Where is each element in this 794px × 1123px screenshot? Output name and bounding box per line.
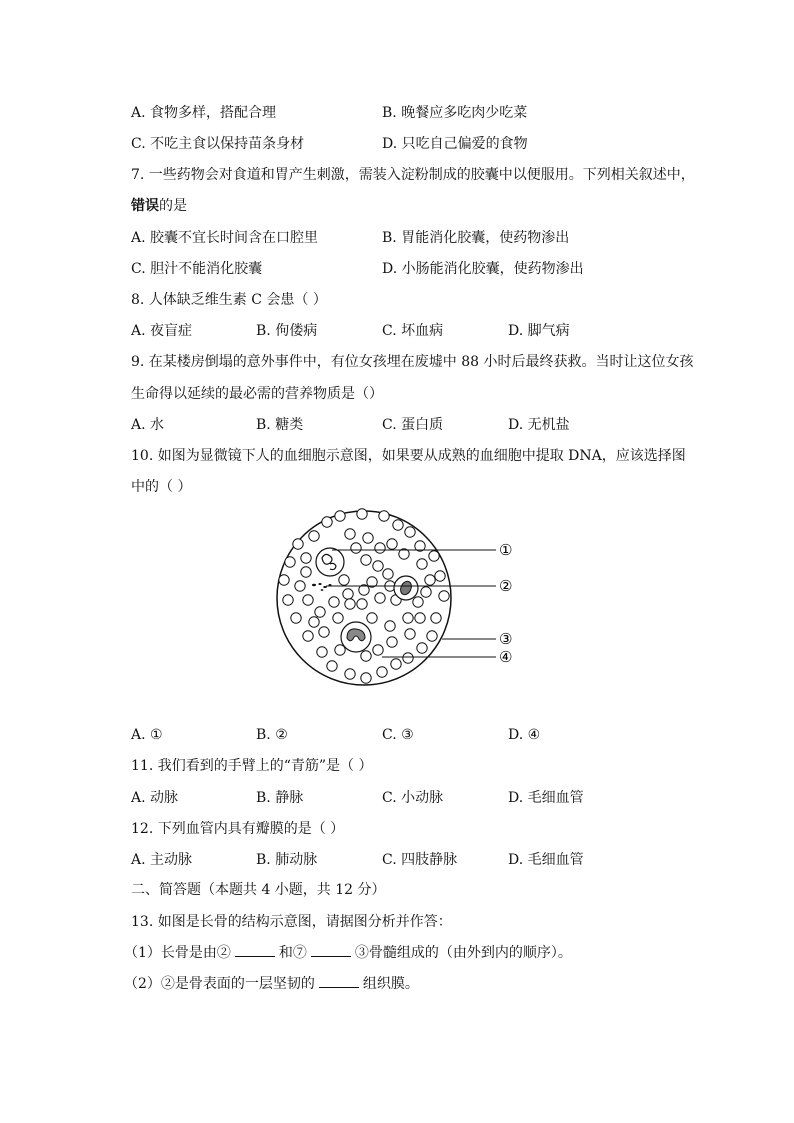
q12-option-a: A. 主动脉 <box>131 852 193 868</box>
red-blood-cell <box>427 631 437 641</box>
q11-option-c: C. 小动脉 <box>382 790 444 806</box>
red-blood-cell <box>345 669 355 679</box>
red-blood-cell <box>383 569 393 579</box>
q13-sub1-part-a: （1）长骨是由② <box>124 945 231 961</box>
q7-emphasis: 错误 <box>131 198 159 214</box>
q6-option-d: D. 只吃自己偏爱的食物 <box>382 136 528 152</box>
red-blood-cell <box>385 621 395 631</box>
red-blood-cell <box>301 567 311 577</box>
red-blood-cell <box>357 509 367 519</box>
red-blood-cell <box>367 613 377 623</box>
red-blood-cell <box>361 555 371 565</box>
q13-sub2-part-a: （2）②是骨表面的一层坚韧的 <box>124 976 315 992</box>
q8-option-c: C. 坏血病 <box>382 323 444 339</box>
q13-answer-blank-3[interactable] <box>319 975 359 988</box>
red-blood-cell <box>291 613 301 623</box>
platelets <box>312 583 332 591</box>
red-blood-cell <box>375 543 385 553</box>
red-blood-cell <box>405 527 415 537</box>
red-blood-cell <box>295 581 305 591</box>
red-blood-cell <box>333 613 343 623</box>
red-blood-cell <box>421 587 431 597</box>
red-blood-cell <box>322 517 332 527</box>
q9-option-b: B. 糖类 <box>256 417 304 433</box>
red-blood-cell <box>377 667 387 677</box>
red-blood-cell <box>363 533 373 543</box>
red-blood-cell <box>391 659 401 669</box>
q9-stem-line2: 生命得以延续的最必需的营养物质是（） <box>131 386 383 402</box>
q6-option-a: A. 食物多样，搭配合理 <box>131 105 277 121</box>
section-heading: 二、简答题（本题共 4 小题，共 12 分） <box>131 882 386 898</box>
q8-option-d: D. 脚气病 <box>508 323 570 339</box>
white-blood-cell-1 <box>316 548 344 576</box>
red-blood-cell <box>417 643 427 653</box>
red-blood-cell <box>309 617 319 627</box>
q9-option-c: C. 蛋白质 <box>382 417 444 433</box>
q12-stem: 12. 下列血管内具有瓣膜的是（ ） <box>131 821 345 837</box>
q7-stem-tail: 的是 <box>159 198 187 214</box>
q10-option-d: D. ④ <box>508 727 541 743</box>
red-blood-cell <box>415 613 425 623</box>
red-blood-cell <box>303 631 313 641</box>
red-blood-cell <box>393 520 403 530</box>
q13-answer-blank-2[interactable] <box>311 944 351 957</box>
white-blood-cell-3 <box>341 622 371 652</box>
red-blood-cell <box>375 593 385 603</box>
red-blood-cell <box>403 653 413 663</box>
figure-label-3: ③ <box>499 630 513 648</box>
q8-option-b: B. 佝偻病 <box>256 323 318 339</box>
red-blood-cell <box>351 543 361 553</box>
q10-option-c: C. ③ <box>382 727 414 743</box>
red-blood-cell <box>379 511 389 521</box>
red-blood-cell <box>285 557 295 567</box>
red-blood-cell <box>283 595 293 605</box>
q8-stem: 8. 人体缺乏维生素 C 会患（ ） <box>131 292 327 308</box>
red-blood-cell <box>435 571 445 581</box>
red-blood-cell <box>339 575 349 585</box>
q7-stem-line1: 7. 一些药物会对食道和胃产生刺激，需装入淀粉制成的胶囊中以便服用。下列相关叙述中， <box>131 167 695 183</box>
q10-option-a: A. ① <box>131 727 163 743</box>
q7-stem-line2 <box>131 197 187 215</box>
red-blood-cell <box>429 551 439 561</box>
red-blood-cell <box>345 529 355 539</box>
q9-option-a: A. 水 <box>131 417 165 433</box>
red-blood-cell <box>343 589 353 599</box>
q7-option-a: A. 胶囊不宜长时间含在口腔里 <box>131 230 319 246</box>
red-blood-cell <box>319 627 329 637</box>
q12-option-c: C. 四肢静脉 <box>382 852 458 868</box>
q6-option-b: B. 晚餐应多吃肉少吃菜 <box>382 105 528 121</box>
red-blood-cell <box>413 597 423 607</box>
red-blood-cell <box>405 629 415 639</box>
q9-option-d: D. 无机盐 <box>508 417 570 433</box>
red-blood-cell <box>373 561 383 571</box>
red-blood-cell <box>279 575 289 585</box>
red-blood-cell <box>315 607 325 617</box>
red-blood-cell <box>431 613 441 623</box>
q8-option-a: A. 夜盲症 <box>131 323 193 339</box>
red-blood-cell <box>425 575 435 585</box>
q10-stem-line2: 中的（ ） <box>131 479 192 495</box>
q11-option-b: B. 静脉 <box>256 790 304 806</box>
q11-option-d: D. 毛细血管 <box>508 790 584 806</box>
q13-stem: 13. 如图是长骨的结构示意图，请据图分析并作答： <box>131 914 452 930</box>
blood-cell-diagram <box>270 500 530 695</box>
q13-sub1 <box>124 944 572 962</box>
q13-answer-blank-1[interactable] <box>235 944 275 957</box>
q13-sub2 <box>124 975 419 993</box>
red-blood-cell <box>309 531 319 541</box>
red-blood-cell <box>361 673 371 683</box>
red-blood-cell <box>303 595 313 605</box>
red-blood-cell <box>335 511 345 521</box>
q13-sub1-part-b: 和⑦ <box>278 945 307 961</box>
red-blood-cell <box>387 637 397 647</box>
q6-option-c: C. 不吃主食以保持苗条身材 <box>131 136 305 152</box>
white-blood-cell-2 <box>394 576 418 600</box>
q9-stem-line1: 9. 在某楼房倒塌的意外事件中，有位女孩埋在废墟中 88 小时后最终获救。当时让这位女孩 <box>131 354 694 370</box>
q7-option-c: C. 胆汁不能消化胶囊 <box>131 261 263 277</box>
red-blood-cell <box>293 539 303 549</box>
red-blood-cell <box>301 553 311 563</box>
red-blood-cell <box>439 591 449 601</box>
figure-label-1: ① <box>499 541 513 559</box>
red-blood-cell <box>417 559 427 569</box>
q10-option-b: B. ② <box>256 727 288 743</box>
q7-option-b: B. 胃能消化胶囊，使药物渗出 <box>382 230 570 246</box>
red-blood-cell <box>329 597 339 607</box>
red-blood-cell <box>357 599 367 609</box>
q11-option-a: A. 动脉 <box>131 790 179 806</box>
q12-option-b: B. 肺动脉 <box>256 852 318 868</box>
red-blood-cell <box>403 613 413 623</box>
q7-option-d: D. 小肠能消化胶囊，使药物渗出 <box>382 261 584 277</box>
figure-label-4: ④ <box>499 648 513 666</box>
figure-label-2: ② <box>499 577 513 595</box>
q13-sub2-part-b: 组织膜。 <box>362 976 419 992</box>
q11-stem: 11. 我们看到的手臂上的“青筋”是（ ） <box>131 758 373 774</box>
red-blood-cell <box>373 645 383 655</box>
red-blood-cell <box>327 661 337 671</box>
q10-stem-line1: 10. 如图为显微镜下人的血细胞示意图，如果要从成熟的血细胞中提取 DNA，应该选择图 <box>131 448 686 464</box>
q13-sub1-part-c: ③骨髓组成的（由外到内的顺序）。 <box>354 945 572 961</box>
q12-option-d: D. 毛细血管 <box>508 852 584 868</box>
red-blood-cell <box>317 647 327 657</box>
red-blood-cell <box>387 539 397 549</box>
red-blood-cell <box>345 599 355 609</box>
red-blood-cell <box>361 651 371 661</box>
